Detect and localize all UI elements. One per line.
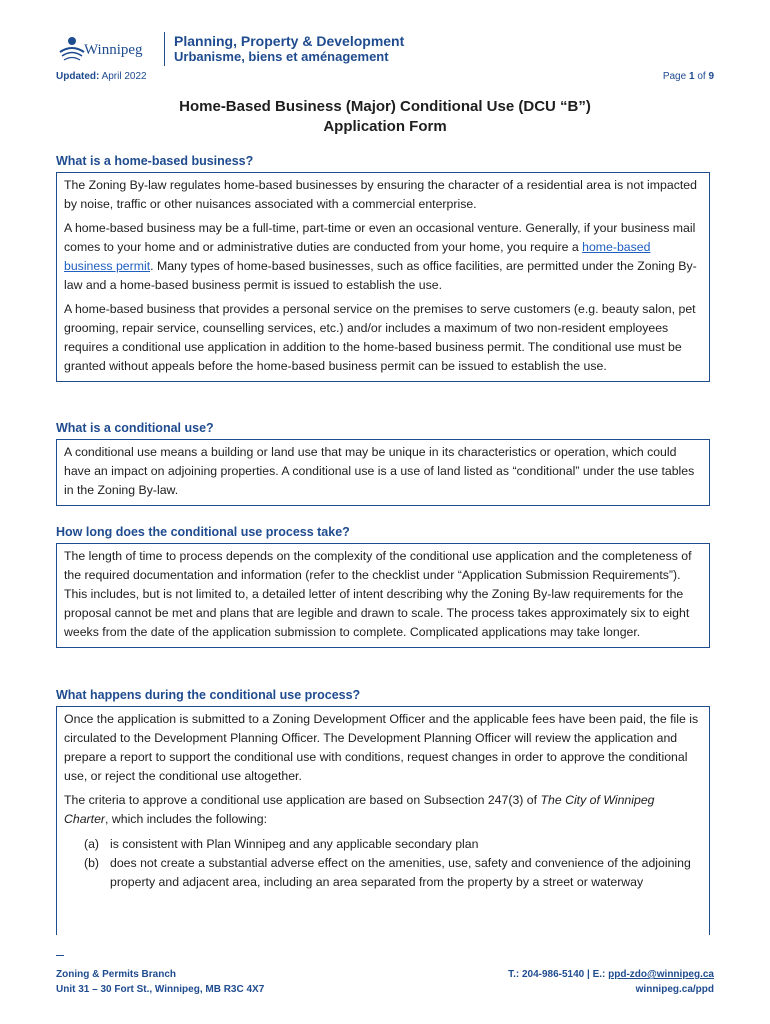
section-heading-home-based-business: What is a home-based business?: [56, 154, 254, 168]
paragraph: A home-based business that provides a personal service on the premises to serve customers (e.g. beauty salon, pet grooming, repair service, counselling services, etc.) and/or includes a maximum of two non-resident employees requires a conditional use application in addition to the home-based business permit. The conditional use must be granted without appeals before the home-based business permit can be issued to establish the use.: [64, 302, 696, 373]
text-run: . Many types of home-based businesses, such as office facilities, are permitted under the Zoning By-law and a home-based business permit is issued to establish the use.: [64, 259, 697, 292]
website-link[interactable]: winnipeg.ca/ppd: [635, 984, 714, 995]
text-run: , which includes the following:: [105, 812, 268, 826]
updated-label: Updated:: [56, 71, 100, 82]
phone-text: T.: 204-986-5140 | E.:: [508, 969, 609, 980]
department-name-en: Planning, Property & Development: [174, 33, 405, 49]
footer-contact-block: [508, 967, 714, 997]
page-current: 1: [688, 71, 695, 82]
criteria-list: [64, 835, 701, 892]
title-line-1: Home-Based Business (Major) Conditional Use (DCU “B”): [179, 98, 591, 115]
department-name-fr: Urbanisme, biens et aménagement: [174, 49, 389, 64]
title-line-2: Application Form: [323, 118, 447, 135]
page-number: [663, 71, 714, 82]
section-heading-process-length: How long does the conditional use process take?: [56, 525, 350, 539]
footer-divider: [56, 955, 64, 956]
branch-address: Unit 31 – 30 Fort St., Winnipeg, MB R3C 4X7: [56, 984, 265, 995]
page-total: 9: [708, 71, 714, 82]
list-item-text: is consistent with Plan Winnipeg and any applicable secondary plan: [110, 837, 479, 851]
branch-name: Zoning & Permits Branch: [56, 969, 177, 980]
section-box-process-length: [56, 543, 710, 648]
section-box-conditional-use: [56, 439, 710, 506]
charter-title: The City of Winnipeg Charter: [64, 793, 655, 826]
paragraph: The length of time to process depends on the complexity of the conditional use application and the completeness of the required documentation and information (refer to the checklist under “Application Submission Requirements”). This includes, but is not limited to, a detailed letter of intent describing why the Zoning By-law requirements for the proposal cannot be met and plans that are legible and drawn to scale. The process takes approximately six to eight weeks from the date of the application submission to complete. Complicated applications may take longer.: [64, 549, 692, 639]
text-run: The criteria to approve a conditional use application are based on Subsection 247(3) of: [64, 793, 541, 807]
page-label: Page: [662, 71, 687, 82]
section-heading-conditional-use: What is a conditional use?: [56, 421, 214, 435]
winnipeg-logo: [58, 34, 168, 66]
email-link[interactable]: ppd-zdo@winnipeg.ca: [608, 969, 714, 980]
list-item: [64, 835, 701, 854]
list-item: [64, 854, 701, 892]
updated-value: April 2022: [101, 71, 147, 82]
paragraph: A conditional use means a building or land use that may be unique in its characteristics or operation, which could have an impact on adjoining properties. A conditional use is a use of land listed as “conditional” under the use tables in the Zoning By-law.: [64, 445, 695, 497]
paragraph: [64, 791, 701, 829]
updated-date: [56, 71, 147, 82]
paragraph: Once the application is submitted to a Zoning Development Officer and the applicable fees have been paid, the file is circulated to the Development Planning Officer. The Development Planning Officer will review the application and prepare a report to support the conditional use with conditions, request changes in order to approve the conditional use, or reject the conditional use altogether.: [64, 712, 699, 783]
paragraph: [64, 219, 701, 295]
section-box-process-steps: [56, 706, 710, 935]
footer-address-block: [56, 967, 264, 997]
department-name: [174, 33, 404, 65]
list-item-text: does not create a substantial adverse effect on the amenities, use, safety and convenience of the adjoining property and adjacent area, including an area separated from the property by a street or waterway: [110, 856, 691, 889]
section-box-home-based-business: [56, 172, 710, 382]
list-item-label: (b): [84, 856, 100, 870]
document-title: [0, 97, 770, 137]
header-divider: [164, 32, 165, 66]
page-header: [58, 30, 718, 70]
section-heading-process-steps: What happens during the conditional use process?: [56, 688, 361, 702]
logo-wordmark: Winnipeg: [84, 42, 143, 58]
home-based-business-permit-link[interactable]: home-based business permit: [64, 240, 651, 273]
page-of: of: [697, 71, 706, 82]
contact-line: [508, 967, 714, 982]
text-run: A home-based business may be a full-time, part-time or even an occasional venture. Generally, if your business mail comes to your home and or administrative duties are conducted from your home, you require a: [64, 221, 696, 254]
list-item-label: (a): [84, 837, 100, 851]
paragraph: The Zoning By-law regulates home-based businesses by ensuring the character of a residential area is not impacted by noise, traffic or other nuisances associated with a commercial enterprise.: [64, 178, 697, 211]
winnipeg-logo-icon: [58, 34, 86, 64]
